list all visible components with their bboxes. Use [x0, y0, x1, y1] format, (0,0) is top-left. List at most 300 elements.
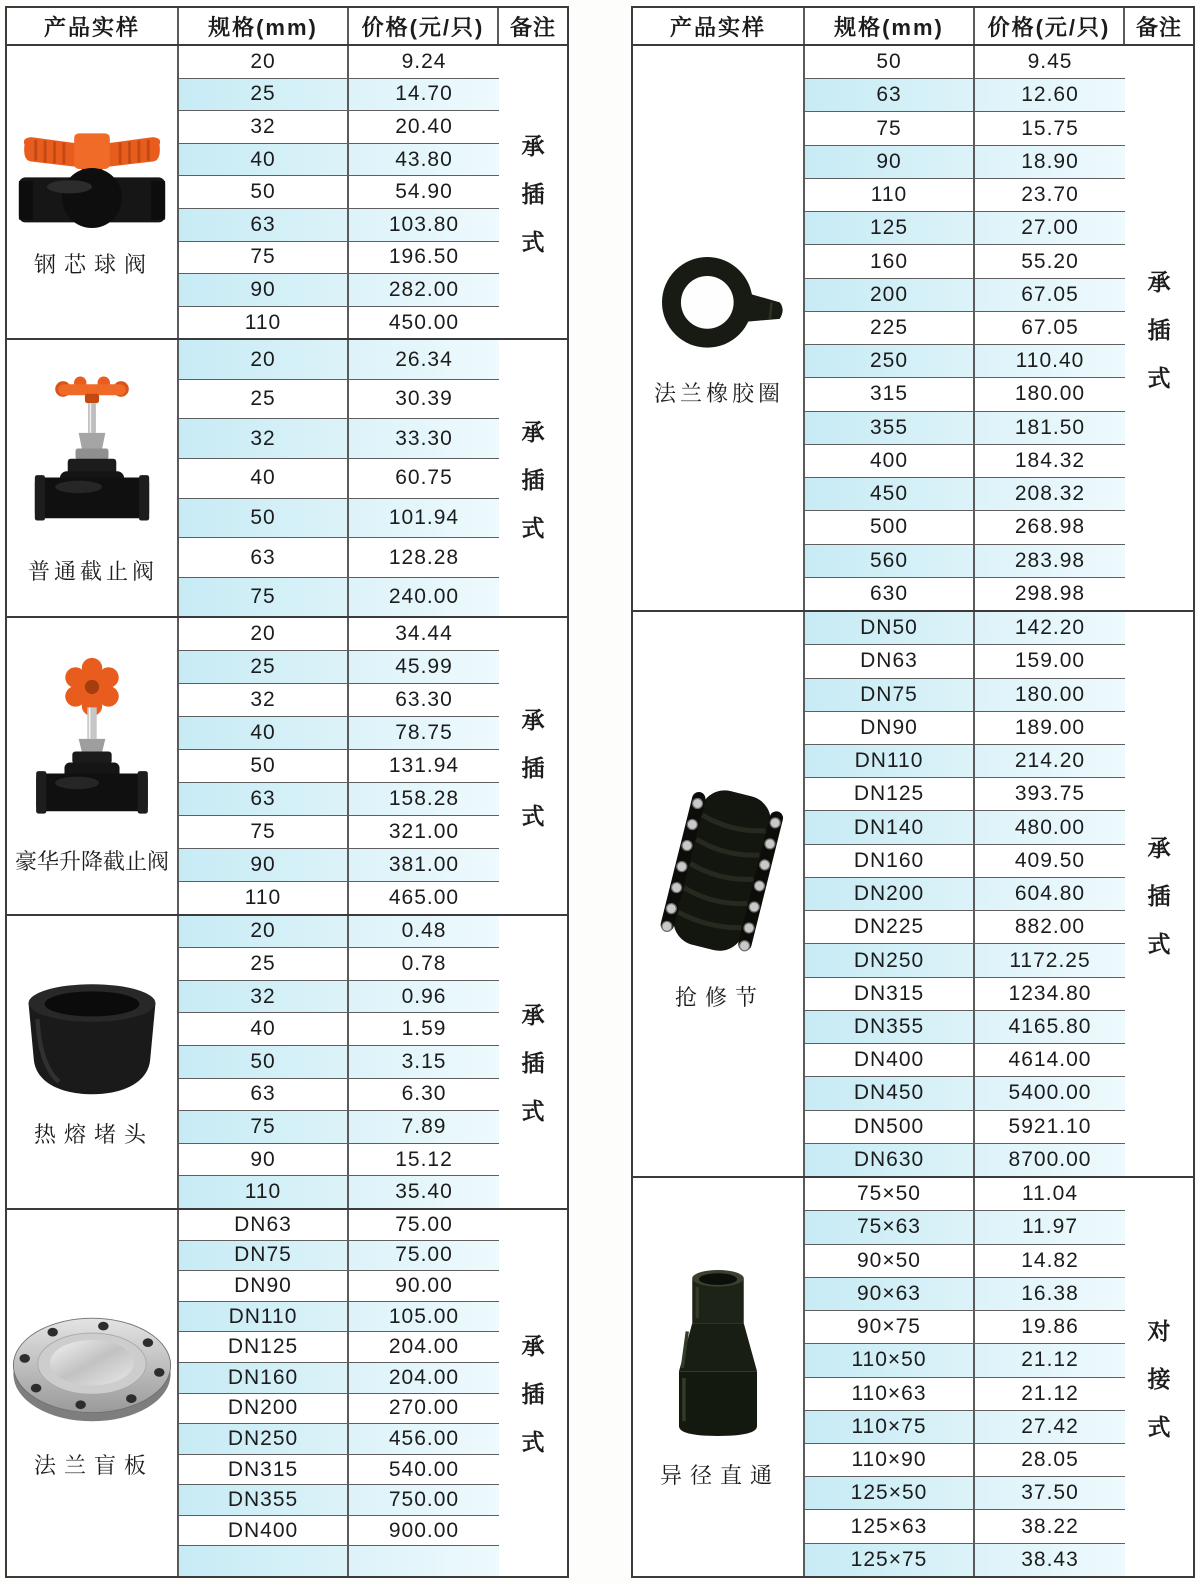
- spec-cell: 75: [805, 112, 975, 144]
- header-remark: 备注: [1135, 14, 1182, 40]
- spec-cell: 63: [805, 79, 975, 111]
- spec-cell: [179, 1546, 349, 1576]
- table-row: [805, 1377, 1125, 1410]
- table-row: [805, 211, 1125, 244]
- globe-valve-photo: [33, 371, 151, 537]
- price-cell: 4165.80: [1008, 1014, 1092, 1038]
- price-cell: 11.04: [1022, 1182, 1078, 1206]
- spec-cell: 500: [805, 511, 975, 543]
- table-row: [805, 411, 1125, 444]
- table-row: [179, 1331, 499, 1362]
- table-row: [805, 111, 1125, 144]
- price-cell: 110.40: [1015, 349, 1085, 373]
- price-cell: 101.94: [388, 505, 460, 529]
- table-row: [179, 1454, 499, 1485]
- price-cell: 604.80: [1014, 882, 1086, 906]
- spec-cell: DN355: [179, 1485, 349, 1515]
- product-cell: [7, 46, 179, 338]
- table-row: [179, 1175, 499, 1208]
- spec-cell: 25: [179, 651, 349, 683]
- table-row: [179, 947, 499, 980]
- table-row: [805, 1143, 1125, 1176]
- product-section: [7, 616, 567, 913]
- spec-cell: 560: [805, 545, 975, 577]
- price-cell: 214.20: [1014, 749, 1086, 773]
- header-product-sample: 产品实样: [7, 8, 179, 44]
- product-section: [7, 338, 567, 616]
- spec-cell: DN110: [179, 1302, 349, 1332]
- table-row: [179, 1270, 499, 1301]
- price-cell: 63.30: [395, 688, 453, 712]
- table-row: [179, 618, 499, 650]
- price-cell: 180.00: [1014, 382, 1086, 406]
- table-row: [805, 1110, 1125, 1143]
- price-cell: 196.50: [388, 245, 460, 269]
- remark-cell: [1125, 1178, 1193, 1576]
- table-row: [179, 78, 499, 111]
- table-row: [179, 749, 499, 782]
- spec-cell: DN450: [805, 1077, 975, 1109]
- spec-cell: DN200: [805, 878, 975, 910]
- price-cell: 28.05: [1021, 1448, 1079, 1472]
- table-row: [805, 278, 1125, 311]
- spec-cell: DN160: [179, 1363, 349, 1393]
- spec-cell: 125×75: [805, 1544, 975, 1576]
- remark-cell: [499, 916, 567, 1208]
- spec-cell: 75: [179, 578, 349, 617]
- price-cell: 268.98: [1014, 515, 1086, 539]
- table-row: [179, 980, 499, 1013]
- spec-cell: 125×63: [805, 1510, 975, 1542]
- spec-cell: 110×50: [805, 1344, 975, 1376]
- spec-cell: DN140: [805, 811, 975, 843]
- spec-cell: 20: [179, 916, 349, 948]
- remark-cell: [499, 46, 567, 338]
- spec-cell: 63: [179, 209, 349, 241]
- price-cell: 131.94: [388, 754, 460, 778]
- table-row: [179, 241, 499, 274]
- spec-cell: 25: [179, 79, 349, 111]
- spec-cell: 63: [179, 783, 349, 815]
- spec-cell: DN225: [805, 911, 975, 943]
- table-row: [179, 418, 499, 458]
- table-row: [179, 1078, 499, 1111]
- table-row: [179, 46, 499, 78]
- spec-cell: 110: [179, 1176, 349, 1208]
- price-cell: 900.00: [388, 1518, 460, 1542]
- table-row: [805, 1543, 1125, 1576]
- price-cell: 142.20: [1014, 616, 1086, 640]
- spec-cell: 50: [179, 750, 349, 782]
- table-row: [179, 1515, 499, 1546]
- price-cell: 75.00: [395, 1243, 453, 1267]
- table-row: [179, 175, 499, 208]
- product-name-label: 热熔堵头: [33, 1122, 154, 1148]
- spec-cell: 90×50: [805, 1245, 975, 1277]
- spec-cell: 40: [179, 144, 349, 176]
- spec-cell: 200: [805, 279, 975, 311]
- price-cell: 204.00: [388, 1365, 460, 1389]
- price-cell: 5921.10: [1008, 1114, 1092, 1138]
- table-row: [805, 1076, 1125, 1109]
- price-cell: 0.48: [401, 919, 447, 943]
- spec-cell: DN75: [179, 1241, 349, 1271]
- remark-cell: [499, 340, 567, 616]
- table-row: [179, 782, 499, 815]
- price-cell: 103.80: [388, 212, 460, 236]
- price-cell: 19.86: [1021, 1315, 1079, 1339]
- spec-cell: 400: [805, 445, 975, 477]
- ball-valve-photo: [17, 106, 167, 230]
- spec-cell: 110×75: [805, 1411, 975, 1443]
- price-cell: 465.00: [388, 885, 460, 909]
- spec-cell: 32: [179, 111, 349, 143]
- spec-cell: 20: [179, 340, 349, 379]
- table-row: [805, 943, 1125, 976]
- table-row: [805, 344, 1125, 377]
- price-cell: 15.12: [395, 1147, 453, 1171]
- table-row: [805, 577, 1125, 610]
- header-spec: 规格(mm): [179, 8, 349, 44]
- price-cell: 1172.25: [1009, 948, 1091, 972]
- header-product-sample: 产品实样: [633, 8, 805, 44]
- spec-cell: 63: [179, 538, 349, 577]
- spec-price-rows: [805, 612, 1125, 1176]
- spec-cell: 90×75: [805, 1311, 975, 1343]
- product-name-label: 法兰橡胶圈: [653, 380, 784, 406]
- price-cell: 321.00: [388, 819, 460, 843]
- price-cell: 12.60: [1021, 83, 1079, 107]
- product-section: [7, 1208, 567, 1576]
- price-cell: 60.75: [395, 466, 453, 490]
- product-section: [7, 46, 567, 338]
- product-name-label: 法兰盲板: [33, 1453, 154, 1479]
- right-price-table: [631, 6, 1195, 1578]
- product-cell: [7, 340, 179, 616]
- spec-cell: 315: [805, 378, 975, 410]
- price-cell: 882.00: [1014, 915, 1086, 939]
- table-row: [179, 683, 499, 716]
- product-name-label: 普通截止阀: [27, 558, 158, 584]
- remark-label: 对 接 式: [1147, 1317, 1171, 1440]
- spec-cell: 110: [179, 307, 349, 339]
- spec-price-rows: [805, 46, 1125, 610]
- table-row: [179, 916, 499, 948]
- spec-price-rows: [179, 46, 499, 338]
- table-row: [179, 848, 499, 881]
- spec-cell: 225: [805, 312, 975, 344]
- price-cell: 381.00: [388, 852, 460, 876]
- spec-cell: DN90: [805, 712, 975, 744]
- spec-cell: 125: [805, 212, 975, 244]
- table-row: [179, 537, 499, 577]
- table-row: [179, 1143, 499, 1176]
- table-row: [179, 1240, 499, 1271]
- spec-cell: 75×50: [805, 1178, 975, 1210]
- spec-price-rows: [179, 618, 499, 913]
- table-row: [179, 143, 499, 176]
- table-row: [805, 711, 1125, 744]
- price-cell: 37.50: [1021, 1481, 1079, 1505]
- price-cell: 18.90: [1021, 149, 1079, 173]
- table-row: [805, 377, 1125, 410]
- price-cell: 6.30: [401, 1082, 447, 1106]
- table-row: [179, 379, 499, 419]
- table-row: [805, 910, 1125, 943]
- spec-cell: 20: [179, 46, 349, 78]
- table-row: [179, 881, 499, 914]
- spec-cell: 90×63: [805, 1278, 975, 1310]
- price-cell: 54.90: [395, 180, 453, 204]
- table-row: [179, 1012, 499, 1045]
- spec-cell: DN125: [179, 1332, 349, 1362]
- spec-cell: 125×50: [805, 1477, 975, 1509]
- price-cell: 128.28: [388, 545, 460, 569]
- table-row: [179, 815, 499, 848]
- spec-cell: 50: [179, 176, 349, 208]
- spec-cell: 110×90: [805, 1444, 975, 1476]
- price-cell: 282.00: [388, 277, 460, 301]
- spec-cell: 110: [805, 179, 975, 211]
- table-row: [805, 744, 1125, 777]
- table-row: [179, 1393, 499, 1424]
- table-row: [179, 1545, 499, 1576]
- product-section: [633, 46, 1193, 610]
- price-cell: 34.44: [395, 622, 453, 646]
- table-row: [179, 1210, 499, 1240]
- table-row: [179, 1045, 499, 1078]
- table-row: [805, 1509, 1125, 1542]
- table-row: [805, 777, 1125, 810]
- spec-cell: 90: [179, 274, 349, 306]
- spec-cell: 110: [179, 882, 349, 914]
- spec-cell: 25: [179, 380, 349, 419]
- price-cell: 1.59: [401, 1017, 447, 1041]
- price-cell: 16.38: [1021, 1281, 1079, 1305]
- table-row: [805, 1310, 1125, 1343]
- price-cell: 3.15: [401, 1049, 447, 1073]
- price-cell: 9.45: [1027, 50, 1073, 74]
- price-cell: 23.70: [1021, 183, 1079, 207]
- spec-cell: 25: [179, 948, 349, 980]
- price-cell: 21.12: [1021, 1381, 1079, 1405]
- spec-cell: DN200: [179, 1394, 349, 1424]
- price-cell: 26.34: [395, 347, 453, 371]
- price-cell: 38.43: [1021, 1547, 1079, 1571]
- table-row: [805, 1343, 1125, 1376]
- price-cell: 1234.80: [1008, 981, 1092, 1005]
- spec-cell: DN50: [805, 612, 975, 644]
- table-row: [805, 1043, 1125, 1076]
- table-row: [805, 544, 1125, 577]
- spec-cell: DN63: [179, 1210, 349, 1240]
- spec-price-rows: [179, 1210, 499, 1576]
- price-cell: [349, 1546, 499, 1576]
- price-cell: 180.00: [1014, 682, 1086, 706]
- table-row: [805, 644, 1125, 677]
- price-cell: 456.00: [388, 1426, 460, 1450]
- product-section: [7, 914, 567, 1208]
- spec-cell: DN630: [805, 1144, 975, 1176]
- product-section: [633, 1176, 1193, 1576]
- spec-cell: DN500: [805, 1111, 975, 1143]
- header-spec: 规格(mm): [805, 8, 975, 44]
- spec-cell: 90: [179, 849, 349, 881]
- spec-cell: 250: [805, 345, 975, 377]
- spec-cell: 90: [805, 146, 975, 178]
- price-cell: 540.00: [388, 1457, 460, 1481]
- price-cell: 409.50: [1014, 848, 1086, 872]
- price-cell: 45.99: [395, 655, 453, 679]
- spec-cell: 50: [179, 499, 349, 538]
- price-cell: 298.98: [1014, 581, 1086, 605]
- remark-cell: [1125, 612, 1193, 1176]
- header-price: 价格(元/只): [349, 8, 499, 44]
- table-row: [179, 273, 499, 306]
- spec-cell: 110×63: [805, 1378, 975, 1410]
- spec-cell: 32: [179, 684, 349, 716]
- spec-cell: 40: [179, 459, 349, 498]
- table-row: [805, 612, 1125, 644]
- header-remark: 备注: [509, 14, 556, 40]
- price-cell: 184.32: [1014, 448, 1086, 472]
- table-row: [805, 1443, 1125, 1476]
- spec-price-rows: [805, 1178, 1125, 1576]
- remark-label: 承 插 式: [521, 1002, 545, 1125]
- price-cell: 90.00: [395, 1273, 453, 1297]
- table-row: [805, 1277, 1125, 1310]
- price-cell: 38.22: [1021, 1514, 1079, 1538]
- spec-cell: DN63: [805, 645, 975, 677]
- price-cell: 11.97: [1022, 1215, 1078, 1239]
- reducer-photo: [664, 1265, 772, 1441]
- price-cell: 55.20: [1021, 249, 1079, 273]
- table-row: [179, 716, 499, 749]
- spec-cell: DN160: [805, 845, 975, 877]
- product-section: [633, 610, 1193, 1176]
- price-cell: 9.24: [401, 49, 447, 73]
- table-row: [805, 1210, 1125, 1243]
- spec-cell: 75×63: [805, 1211, 975, 1243]
- table-row: [805, 510, 1125, 543]
- remark-label: 承 插 式: [521, 418, 545, 541]
- spec-cell: 75: [179, 1111, 349, 1143]
- spec-cell: 20: [179, 618, 349, 650]
- table-row: [805, 1010, 1125, 1043]
- table-row: [805, 46, 1125, 78]
- price-cell: 75.00: [395, 1212, 453, 1236]
- product-cell: [633, 1178, 805, 1576]
- table-row: [805, 145, 1125, 178]
- spec-cell: DN250: [179, 1424, 349, 1454]
- table-row: [805, 810, 1125, 843]
- price-cell: 158.28: [388, 786, 460, 810]
- price-cell: 30.39: [395, 387, 453, 411]
- table-row: [179, 1362, 499, 1393]
- price-cell: 8700.00: [1008, 1147, 1092, 1171]
- spec-cell: DN90: [179, 1271, 349, 1301]
- table-row: [179, 110, 499, 143]
- table-row: [805, 877, 1125, 910]
- table-row: [805, 477, 1125, 510]
- spec-price-rows: [179, 340, 499, 616]
- product-cell: [633, 46, 805, 610]
- price-cell: 750.00: [388, 1488, 460, 1512]
- spec-cell: 40: [179, 717, 349, 749]
- price-cell: 181.50: [1014, 415, 1086, 439]
- table-row: [805, 1476, 1125, 1509]
- table-row: [179, 1301, 499, 1332]
- remark-label: 承 插 式: [521, 706, 545, 829]
- remark-label: 承 插 式: [521, 132, 545, 255]
- product-cell: [7, 1210, 179, 1576]
- spec-cell: 75: [179, 816, 349, 848]
- right-table-header: [633, 8, 1193, 46]
- table-row: [805, 1244, 1125, 1277]
- price-cell: 7.89: [401, 1115, 447, 1139]
- rubber-ring-photo: [648, 249, 788, 359]
- table-row: [179, 577, 499, 617]
- price-cell: 14.70: [395, 82, 453, 106]
- price-cell: 21.12: [1021, 1348, 1079, 1372]
- spec-cell: DN315: [179, 1455, 349, 1485]
- spec-cell: DN400: [805, 1044, 975, 1076]
- left-price-table: [5, 6, 569, 1578]
- price-cell: 67.05: [1021, 282, 1079, 306]
- deluxe-valve-photo: [33, 657, 151, 827]
- price-cell: 27.42: [1021, 1414, 1079, 1438]
- spec-cell: 40: [179, 1013, 349, 1045]
- table-row: [805, 444, 1125, 477]
- price-cell: 105.00: [388, 1304, 460, 1328]
- spec-cell: DN355: [805, 1011, 975, 1043]
- repair-clamp-photo: [643, 777, 793, 963]
- price-cell: 67.05: [1021, 315, 1079, 339]
- product-name-label: 抢修节: [674, 984, 765, 1010]
- price-cell: 14.82: [1021, 1248, 1079, 1272]
- spec-cell: DN75: [805, 679, 975, 711]
- spec-cell: DN400: [179, 1516, 349, 1546]
- price-cell: 43.80: [395, 147, 453, 171]
- remark-label: 承 插 式: [1147, 834, 1171, 957]
- table-row: [179, 650, 499, 683]
- price-cell: 480.00: [1014, 815, 1086, 839]
- spec-cell: 90: [179, 1144, 349, 1176]
- spec-cell: 355: [805, 412, 975, 444]
- product-cell: [7, 916, 179, 1208]
- table-row: [179, 340, 499, 379]
- left-table-body: [7, 46, 567, 1576]
- table-row: [179, 458, 499, 498]
- remark-label: 承 插 式: [1147, 268, 1171, 391]
- price-cell: 393.75: [1014, 782, 1086, 806]
- table-row: [179, 306, 499, 339]
- price-cell: 283.98: [1014, 548, 1086, 572]
- spec-cell: DN315: [805, 978, 975, 1010]
- header-price: 价格(元/只): [975, 8, 1125, 44]
- spec-cell: 160: [805, 245, 975, 277]
- table-row: [179, 498, 499, 538]
- table-row: [805, 244, 1125, 277]
- table-row: [805, 977, 1125, 1010]
- spec-cell: 63: [179, 1079, 349, 1111]
- remark-cell: [499, 618, 567, 913]
- spec-price-rows: [179, 916, 499, 1208]
- blind-flange-photo: [9, 1305, 175, 1431]
- product-cell: [7, 618, 179, 913]
- table-row: [805, 1410, 1125, 1443]
- price-cell: 0.78: [401, 952, 447, 976]
